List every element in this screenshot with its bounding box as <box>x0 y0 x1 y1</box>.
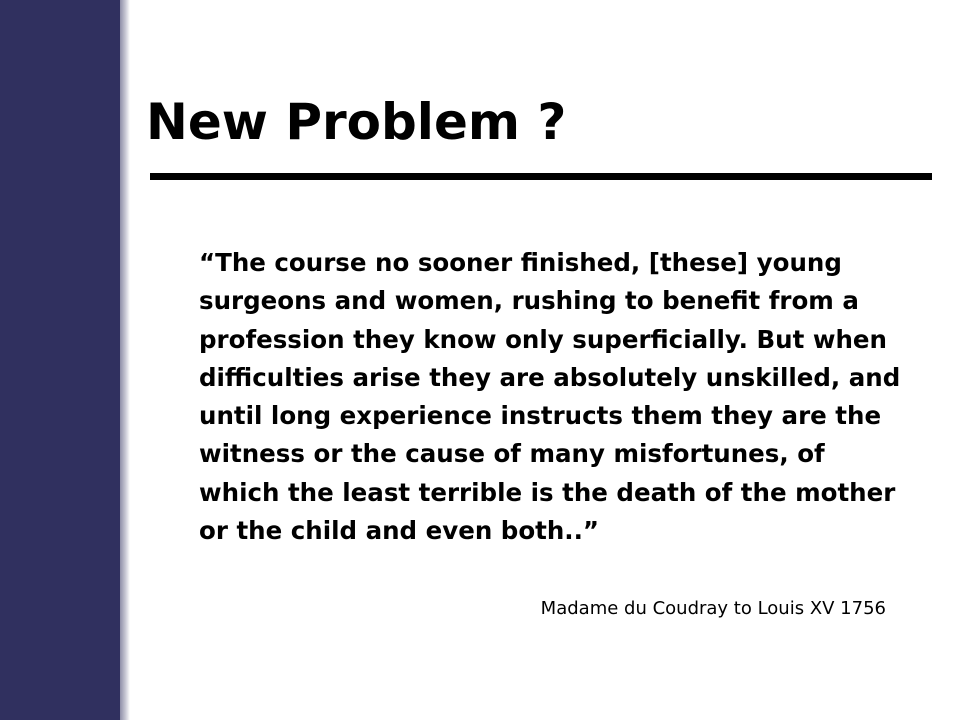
slide-title: New Problem ? <box>146 93 567 151</box>
title-underline <box>150 173 932 180</box>
quote-text: “The course no sooner finished, [these] young surgeons and women, rushing to benefit from a profession they know only superficially. But when difficulties arise they are absolutely unskilled, and until long experience instructs them they are the witness or the cause of many misfortunes, of which the least terrible is the death of the mother or the child and even both..” <box>199 248 901 546</box>
side-bar <box>0 0 120 720</box>
side-bar-shadow <box>120 0 130 720</box>
quote-attribution: Madame du Coudray to Louis XV 1756 <box>540 598 886 619</box>
